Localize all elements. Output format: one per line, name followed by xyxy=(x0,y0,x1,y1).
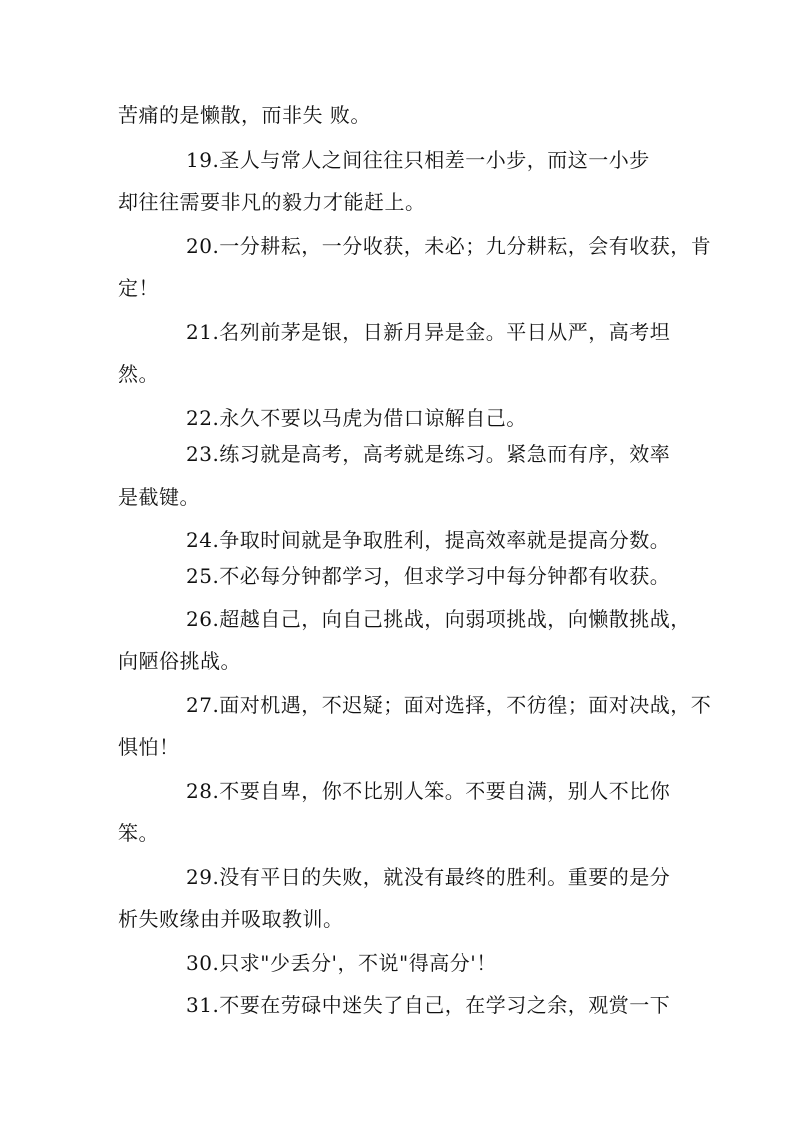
quote-29-line-2: 析失败缘由并吸取教训。 xyxy=(118,907,344,931)
quote-22-line-1: 22.永久不要以马虎为借口谅解自己。 xyxy=(186,406,527,430)
quote-28-line-1: 28.不要自卑，你不比别人笨。不要自满，别人不比你 xyxy=(186,779,671,803)
quote-23-line-2: 是截键。 xyxy=(118,485,200,509)
quote-26-line-2: 向陋俗挑战。 xyxy=(118,649,241,673)
quote-24-line-1: 24.争取时间就是争取胜利，提高效率就是提高分数。 xyxy=(186,528,671,552)
quote-21-line-2: 然。 xyxy=(118,362,159,386)
quote-20-line-1: 20.一分耕耘，一分收获，未必；九分耕耘，会有收获，肯 xyxy=(186,234,712,258)
quote-29-line-1: 29.没有平日的失败，就没有最终的胜利。重要的是分 xyxy=(186,865,671,889)
quote-27-line-1: 27.面对机遇，不迟疑；面对选择，不彷徨；面对决战，不 xyxy=(186,693,712,717)
quote-27-line-2: 惧怕！ xyxy=(118,735,180,759)
quote-30-line-1: 30.只求"少丢分'，不说"得高分'！ xyxy=(186,951,497,975)
text-line-continuation: 苦痛的是懒散，而非失 败。 xyxy=(118,103,371,127)
quote-23-line-1: 23.练习就是高考，高考就是练习。紧急而有序，效率 xyxy=(186,442,671,466)
quote-31-line-1: 31.不要在劳碌中迷失了自己，在学习之余，观赏一下 xyxy=(186,993,671,1017)
quote-25-line-1: 25.不必每分钟都学习，但求学习中每分钟都有收获。 xyxy=(186,564,671,588)
quote-28-line-2: 笨。 xyxy=(118,821,159,845)
quote-19-line-2: 却往往需要非凡的毅力才能赶上。 xyxy=(118,190,426,214)
quote-21-line-1: 21.名列前茅是银，日新月异是金。平日从严，高考坦 xyxy=(186,320,671,344)
quote-26-line-1: 26.超越自己，向自己挑战，向弱项挑战，向懒散挑战， xyxy=(186,607,691,631)
quote-20-line-2: 定！ xyxy=(118,276,159,300)
quote-19-line-1: 19.圣人与常人之间往往只相差一小步，而这一小步 xyxy=(186,148,650,172)
